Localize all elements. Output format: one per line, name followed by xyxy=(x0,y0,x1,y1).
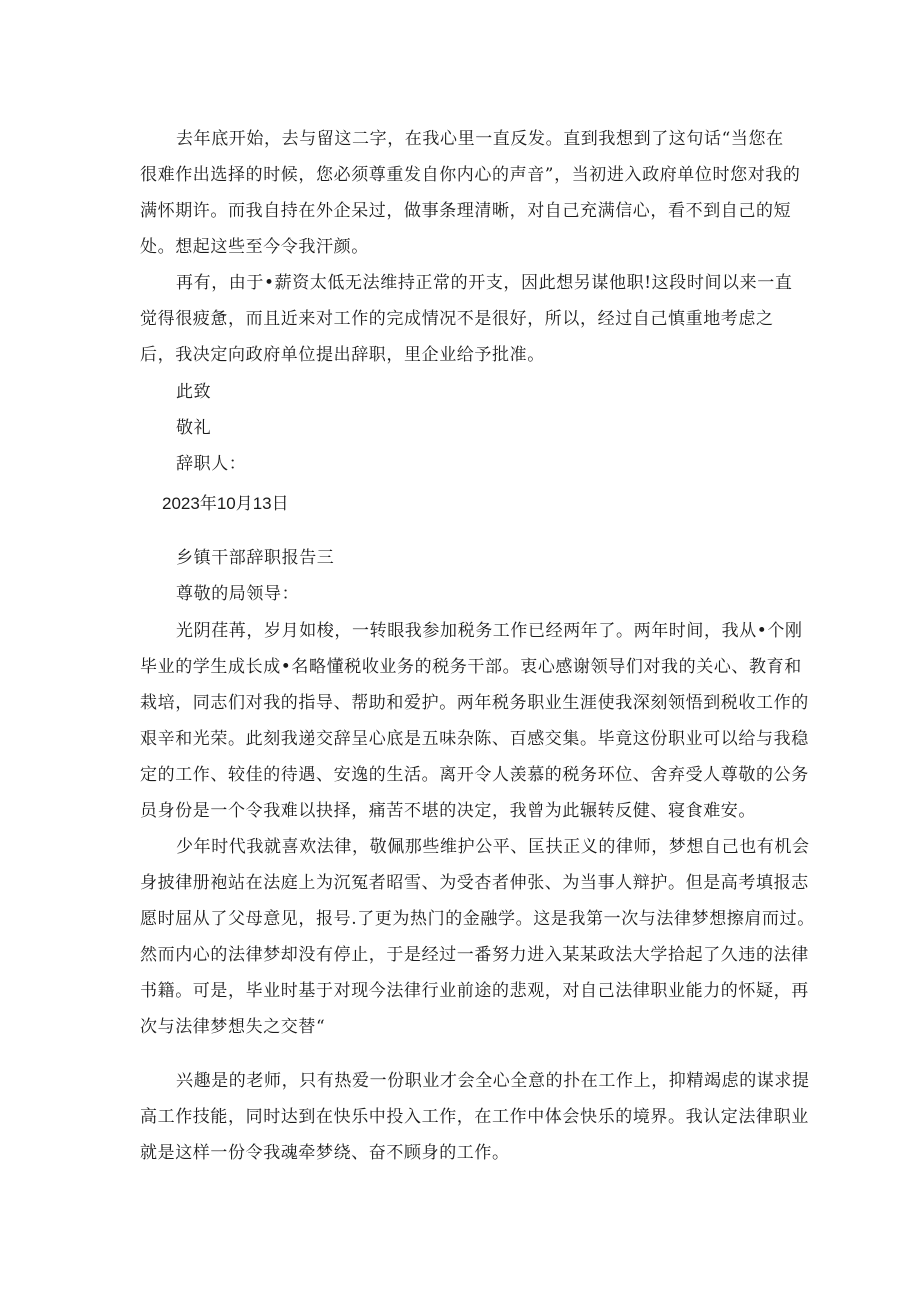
report-p3-line-1: 兴趣是的老师，只有热爱一份职业才会全心全意的扑在工作上，抑精竭虑的谋求提 xyxy=(176,1071,810,1091)
report-p2-line-6: 次与法律梦想失之交替“ xyxy=(140,1017,326,1037)
report-p1-line-5: 定的工作、较佳的待遇、安逸的生活。离开令人羡慕的税务环位、舍弃受人尊敬的公务 xyxy=(140,765,809,785)
report-greeting: 尊敬的局领导： xyxy=(176,584,300,604)
letter-p1-line-2: 很难作出选择的时候，您必须尊重发自你内心的声音”，当初进入政府单位时您对我的 xyxy=(140,165,801,185)
letter-p2-line-2: 觉得很疲惫，而且近来对工作的完成情况不是很好，所以，经过自己慎重地考虑之 xyxy=(140,309,774,329)
letter-p1-line-1: 去年底开始，去与留这二字，在我心里一直反发。直到我想到了这句话“当您在 xyxy=(176,129,784,149)
report-p2-line-5: 书籍。可是，毕业时基于对现今法律行业前途的悲观，对自己法律职业能力的怀疑，再 xyxy=(140,981,809,1001)
report-p3-line-3: 就是这样一份令我魂牵梦绕、奋不顾身的工作。 xyxy=(140,1143,510,1163)
letter-salute: 敬礼 xyxy=(176,418,212,438)
report-p2-line-4: 然而内心的法律梦却没有停止，于是经过一番努力进入某某政法大学拾起了久违的法律 xyxy=(140,945,809,965)
report-p2-line-2: 身披律册袍站在法庭上为沉冤者昭雪、为受杏者伸张、为当事人辩护。但是高考填报志 xyxy=(140,873,809,893)
report-title: 乡镇干部辞职报告三 xyxy=(176,548,335,568)
report-p2-line-1: 少年时代我就喜欢法律，敬佩那些维护公平、匡扶正义的律师，梦想自己也有机会 xyxy=(176,837,810,857)
letter-date: 2023年10月13日 xyxy=(162,494,289,513)
letter-p1-line-3: 满怀期许。而我自持在外企呆过，做事条理清晰，对自己充满信心，看不到自己的短 xyxy=(140,201,792,221)
letter-signature-label: 辞职人： xyxy=(176,454,247,474)
letter-p2-line-1: 再有，由于•薪资太低无法维持正常的开支，因此想另谋他职!这段时间以来一直 xyxy=(176,273,793,293)
report-p1-line-1: 光阴荏苒，岁月如梭，一转眼我参加税务工作已经两年了。两年时间，我从•个刚 xyxy=(176,621,803,641)
letter-closing: 此致 xyxy=(176,382,212,402)
report-p1-line-6: 员身份是一个令我难以抉择，痛苦不堪的决定，我曾为此辗转反健、寝食难安。 xyxy=(140,801,756,821)
report-p2-line-3: 愿时屈从了父母意见，报号.了更为热门的金融学。这是我第一次与法律梦想擦肩而过。 xyxy=(140,909,815,929)
letter-p1-line-4: 处。想起这些至今令我汗颜。 xyxy=(140,237,369,257)
report-p1-line-4: 艰辛和光荣。此刻我递交辞呈心底是五味杂陈、百感交集。毕竟这份职业可以给与我稳 xyxy=(140,729,809,749)
report-p3-line-2: 高工作技能，同时达到在快乐中投入工作，在工作中体会快乐的境界。我认定法律职业 xyxy=(140,1107,809,1127)
report-p1-line-3: 栽培，同志们对我的指导、帮助和爱护。两年税务职业生涯使我深刻领悟到税收工作的 xyxy=(140,693,809,713)
letter-p2-line-3: 后，我决定向政府单位提出辞职，里企业给予批准。 xyxy=(140,345,545,365)
report-p1-line-2: 毕业的学生成长成•名略懂税收业务的税务干部。衷心感谢领导们对我的关心、教育和 xyxy=(140,657,802,677)
